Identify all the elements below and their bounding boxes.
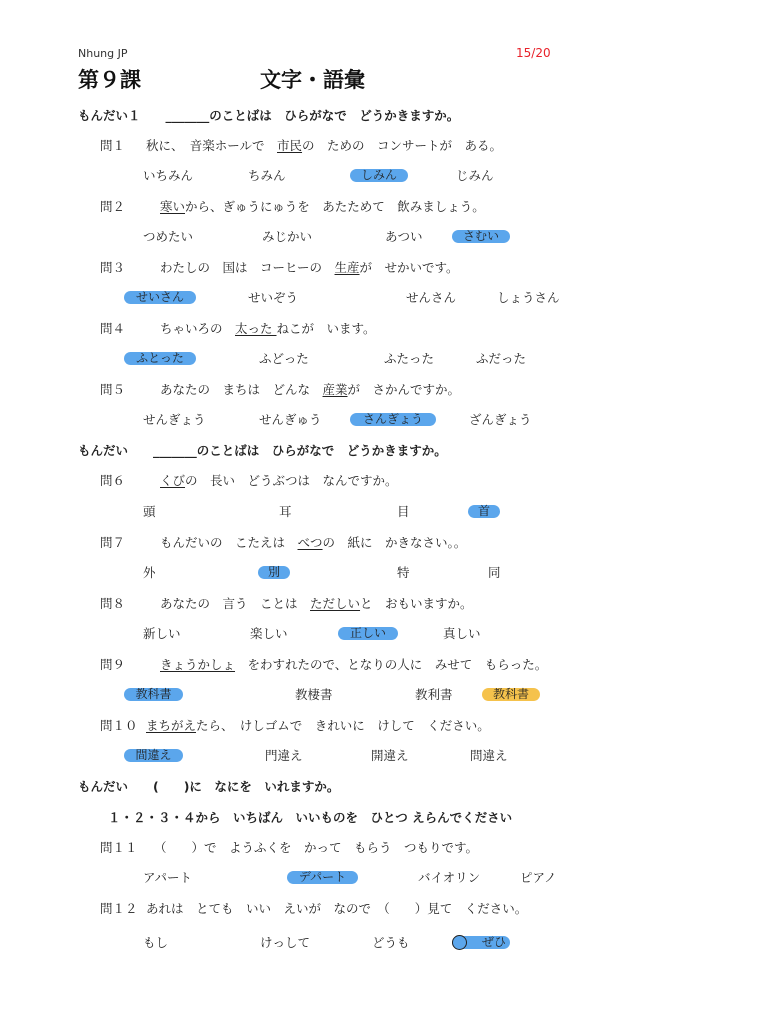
answer-option: ざんぎょう — [469, 412, 532, 427]
selected-answer: さんぎょう — [350, 413, 436, 426]
question-text-after: の 紙に かきなさい。。 — [322, 535, 467, 550]
question-label: 問１ — [100, 138, 126, 153]
section-heading: もんだい ( )に なにを いれますか。 — [78, 779, 340, 794]
question-text-after: をわすれたので、となりの人に みせて もらった。 — [235, 657, 548, 672]
question-text-after: が せかいです。 — [359, 260, 459, 275]
underlined-word: まちがえ — [146, 718, 197, 733]
section-heading: もんだい _______のことばは ひらがなで どうかきますか。 — [78, 443, 447, 458]
question-label: 問２ — [100, 199, 126, 214]
question-label: 問１２ — [100, 901, 138, 916]
answer-option: ちみん — [248, 168, 286, 183]
selected-answer: 間違え — [124, 749, 183, 762]
answer-option: 楽しい — [250, 626, 288, 641]
question-text — [160, 535, 466, 551]
question-text — [146, 138, 502, 154]
answer-option: 頭 — [143, 504, 156, 519]
underlined-word: べつ — [297, 535, 323, 550]
answer-option: しょうさん — [497, 290, 560, 305]
selected-answer: しみん — [350, 169, 408, 182]
selected-answer: ぜひ — [452, 936, 510, 949]
circle-mark-icon — [452, 935, 467, 950]
answer-option: せんぎょう — [143, 412, 206, 427]
question-text — [146, 718, 490, 734]
question-text-after: ねこが います。 — [276, 321, 376, 336]
answer-option: ふたった — [384, 351, 435, 366]
selected-answer: せいさん — [124, 291, 196, 304]
selected-answer: 首 — [468, 505, 500, 518]
underlined-word: きょうかしょ — [160, 657, 236, 672]
score: 15/20 — [516, 46, 551, 60]
answer-option: 教棲書 — [295, 687, 333, 702]
author-name: Nhung JP — [78, 47, 128, 60]
instruction-text: １・２・３・４から いちばん いいものを ひとつ えらんでください — [108, 810, 513, 825]
question-label: 問５ — [100, 382, 126, 397]
question-text-after: の 長い どうぶつは なんですか。 — [185, 473, 398, 488]
answer-option: 同 — [488, 565, 501, 580]
answer-option: 門違え — [265, 748, 303, 763]
question-text — [160, 199, 485, 215]
underlined-word: 生産 — [334, 260, 360, 275]
selected-answer: 別 — [258, 566, 290, 579]
question-label: 問３ — [100, 260, 126, 275]
question-label: 問９ — [100, 657, 126, 672]
underlined-word: ただしい — [310, 596, 361, 611]
question-text — [160, 596, 473, 612]
answer-option: いちみん — [143, 168, 194, 183]
question-label: 問１０ — [100, 718, 138, 733]
underlined-word: 寒い — [160, 199, 186, 214]
section-heading: もんだい１ _______のことばは ひらがなで どうかきますか。 — [78, 108, 460, 123]
question-text-before: もんだいの こたえは — [160, 535, 298, 550]
selected-answer: 教科書 — [124, 688, 183, 701]
marked-answer: 教科書 — [482, 688, 540, 701]
question-label: 問６ — [100, 473, 126, 488]
answer-option: バイオリン — [418, 870, 481, 885]
question-label: 問８ — [100, 596, 126, 611]
answer-option: つめたい — [143, 229, 194, 244]
question-text — [160, 321, 376, 337]
answer-option: ふだった — [476, 351, 527, 366]
answer-option: どうも — [372, 935, 410, 950]
answer-option: ピアノ — [520, 870, 557, 885]
question-text — [160, 382, 460, 398]
answer-option: せいぞう — [248, 290, 299, 305]
question-text-before: 秋に、 音楽ホールで — [146, 138, 278, 153]
answer-option: じみん — [456, 168, 494, 183]
answer-option: 問違え — [470, 748, 508, 763]
underlined-word: 産業 — [322, 382, 348, 397]
answer-option: せんさん — [406, 290, 457, 305]
question-text-after: から、ぎゅうにゅうを あたためて 飲みましょう。 — [185, 199, 485, 214]
selected-answer: 正しい — [338, 627, 398, 640]
answer-option: 外 — [143, 565, 156, 580]
answer-option: あつい — [385, 229, 423, 244]
underlined-word: 市民 — [277, 138, 303, 153]
answer-option: 真しい — [443, 626, 481, 641]
answer-option: 目 — [397, 504, 410, 519]
lesson-title: 第９課 — [78, 68, 141, 92]
question-text-after: が さかんですか。 — [347, 382, 461, 397]
selected-answer: ふとった — [124, 352, 196, 365]
question-text — [160, 657, 547, 673]
topic-title: 文字・語彙 — [260, 68, 365, 92]
answer-option: 耳 — [279, 504, 292, 519]
question-text-after: の ための コンサートが ある。 — [302, 138, 503, 153]
question-label: 問１１ — [100, 840, 138, 855]
question-text: （ ）で ようふくを かって もらう つもりです。 — [154, 840, 479, 855]
question-text-after: たら、 けしゴムで きれいに けして ください。 — [196, 718, 490, 733]
answer-option: ふどった — [259, 351, 309, 366]
question-text — [160, 260, 459, 276]
answer-option: せんぎゅう — [259, 412, 322, 427]
answer-option: けっして — [260, 935, 311, 950]
answer-option: 新しい — [143, 626, 181, 641]
question-text-before: ちゃいろの — [160, 321, 236, 336]
question-text — [160, 473, 398, 489]
question-text-before: あなたの 言う ことは — [160, 596, 311, 611]
selected-answer: さむい — [452, 230, 510, 243]
underlined-word: くび — [160, 473, 186, 488]
selected-answer: デパート — [287, 871, 358, 884]
question-text-after: と おもいますか。 — [360, 596, 473, 611]
question-text-before: あなたの まちは どんな — [160, 382, 323, 397]
answer-option: 特 — [397, 565, 410, 580]
answer-option: もし — [143, 935, 169, 950]
underlined-word: 太った — [235, 321, 277, 336]
question-label: 問７ — [100, 535, 126, 550]
question-text-before: わたしの 国は コーヒーの — [160, 260, 335, 275]
question-label: 問４ — [100, 321, 126, 336]
question-text: あれは とても いい えいが なので （ ）見て ください。 — [146, 901, 528, 916]
answer-option: 教利書 — [415, 687, 453, 702]
answer-option: 開違え — [371, 748, 409, 763]
answer-option: みじかい — [262, 229, 313, 244]
answer-option: アパート — [143, 870, 193, 885]
